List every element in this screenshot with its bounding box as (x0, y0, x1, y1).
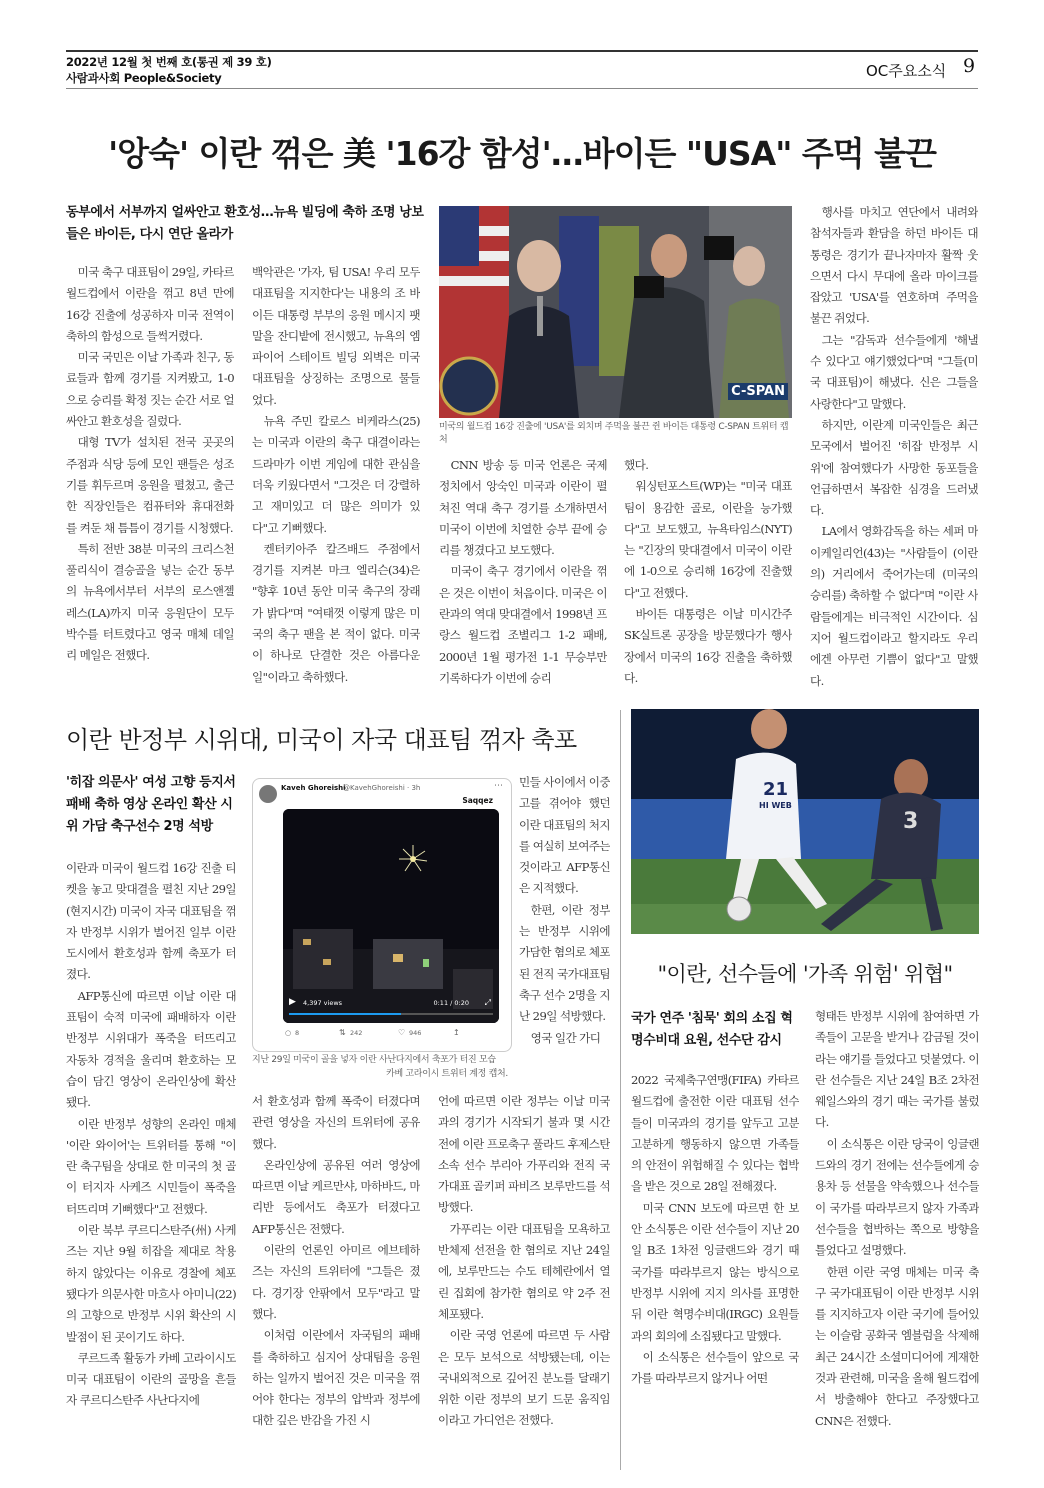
paragraph: 이란의 언론인 아미르 에브테하즈는 자신의 트위터에 "그들은 졌다. 경기장 안팎에서 모두"라고 말했다. (252, 1243, 420, 1321)
tweet-avatar (259, 785, 277, 803)
paragraph: AFP통신에 따르면 이날 이란 대표팀이 숙적 미국에 패배하자 이란 반정부 시위대가 폭죽을 터뜨리고 자동차 경적을 울리며 환호하는 모습이 담긴 영상이 온라인상에 확산됐다. (66, 988, 236, 1110)
paragraph: 이 소식통은 이란 당국이 잉글랜드와의 경기 전에는 선수들에게 승용차 등 선물을 약속했으나 선수들이 국가를 따라부르지 않자 가족과 선수들을 협박하는 쪽으로 방향을 틀었다고 설명했다. (815, 1136, 979, 1258)
tweet-views: 4,397 views (303, 999, 343, 1007)
player-jersey-sponsor: HI WEB (759, 801, 792, 810)
article2-headline: 이란 반정부 시위대, 미국이 자국 대표팀 꺾자 축포 (66, 726, 577, 754)
tweet-video[interactable] (283, 809, 499, 1023)
cspan-badge: C-SPAN (728, 383, 788, 400)
paragraph: 한편, 이란 정부는 반정부 시위에 가담한 혐의로 체포된 전직 국가대표팀 축구 선수 2명을 지난 29일 석방했다. (519, 902, 610, 1024)
paragraph: 켄터키아주 칼즈배드 주점에서 경기를 지켜본 마크 엘리슨(34)은 "향후 10년 동안 미국 축구의 장래가 밝다"며 "여태껏 이렇게 많은 미국의 축구 팬을 본 적이 없다. 미국이 하나로 단결한 것은 아름다운 일"이라고 축하했다. (252, 541, 420, 684)
paragraph: 민들 사이에서 이중고를 겪어야 했던 이란 대표팀의 처지를 여실히 보여주는 것이라고 AFP통신은 지적했다. (519, 775, 610, 896)
tweet-retweets: 242 (350, 1029, 363, 1037)
tweet-retweet-icon[interactable]: ⇅ (339, 1028, 346, 1037)
fullscreen-icon[interactable]: ⤢ (484, 998, 491, 1007)
paragraph: 이란 북부 쿠르디스탄주(州) 사케즈는 지난 9월 히잡을 제대로 착용하지 않았다는 이유로 경찰에 체포됐다가 의문사한 마흐사 아미니(22)의 고향으로 반정부 시위 확산의 시발점이 된 곳이기도 하다. (66, 1223, 236, 1344)
publication-name: 사람과사회 People&Society (66, 71, 222, 85)
article1-headline: '앙숙' 이란 꺾은 美 '16강 함성'…바이든 "USA" 주먹 불끈 (108, 134, 936, 173)
header-rule-bottom (66, 88, 978, 89)
article1-column-5 (810, 202, 978, 690)
article1-subhead: 동부에서 서부까지 얼싸안고 환호성…뉴욕 빌딩에 축하 조명 낭보 들은 바이든, 다시 연단 올라가 (66, 205, 424, 242)
article3-column-1 (631, 1070, 799, 1464)
article1-column-2 (252, 262, 420, 690)
paragraph: 대형 TV가 설치된 전국 곳곳의 주점과 식당 등에 모인 팬들은 성조기를 휘두르며 응원을 펼쳤고, 출근한 직장인들은 컴퓨터와 휴대전화를 켜둔 채 틈틈이 경기를 시청했다. (66, 435, 234, 535)
tweet-caption-right: 카베 고라이시 트위터 계정 캡처. (386, 1069, 508, 1079)
video-progress-bar[interactable] (289, 1013, 493, 1015)
paragraph: 이란 국영 언론에 따르면 두 사람은 모두 보석으로 석방됐는데, 이는 국내외적으로 깊어진 분노를 달래기 위한 이란 정부의 보기 드문 움직임이라고 가디언은 전했다. (438, 1328, 610, 1428)
article2-column-2-top (519, 772, 610, 1072)
biden-photo (439, 206, 792, 418)
paragraph: 이 소식통은 선수들이 앞으로 국가를 따라부르지 않거나 어떤 (631, 1349, 799, 1386)
article3-headline: "이란, 선수들에 '가족 위험' 위협" (657, 962, 953, 986)
paragraph: 가푸리는 이란 대표팀을 모욕하고 반체제 선전을 한 혐의로 지난 24일에, 보루만드는 수도 테헤란에서 열린 집회에 참가한 혐의로 약 2주 전 체포됐다. (438, 1221, 610, 1321)
article3-subhead: 국가 연주 '침묵' 회의 소집 혁명수비대 요원, 선수단 감시 (631, 1011, 793, 1048)
paragraph: 미국 국민은 이날 가족과 친구, 동료들과 함께 경기를 지켜봤고, 1-0으로 승리를 확정 짓는 순간 서로 얼싸안고 환호성을 질렀다. (66, 350, 234, 429)
paragraph: 백악관은 '가자, 팀 USA! 우리 모두 대표팀을 지지한다'는 내용의 조 바이든 대통령 부부의 응원 메시지 팻말을 잔디밭에 전시했고, 뉴욕의 엠파이어 스테이트 빌딩 외벽은 미국 대표팀을 상징하는 조명으로 물들었다. (252, 265, 420, 407)
article2-column-1 (66, 858, 236, 1464)
article2-column-a (252, 1091, 420, 1464)
biden-photo-caption: 미국의 월드컵 16강 진출에 'USA'를 외치며 주먹을 불끈 쥔 바이든 대통령 C-SPAN 트위터 캡처 (439, 422, 789, 445)
paragraph: 그는 "감독과 선수들에게 '해낼 수 있다'고 얘기했었다"며 "그들(미국 대표팀)이 해냈다. 신은 그들을 사랑한다"고 말했다. (810, 332, 978, 411)
player-jersey-number: 21 (763, 779, 789, 800)
article2-column-b (438, 1091, 610, 1464)
article2-subhead: '히잡 의문사' 여성 고향 등지서 패배 축하 영상 온라인 확산 시위 가담 축구선수 2명 석방 (66, 775, 236, 834)
paragraph: 형태든 반정부 시위에 참여하면 가족들이 고문을 받거나 감금될 것이라는 얘기를 들었다고 덧붙였다. 이란 선수들은 지난 24일 B조 2차전 웨일스와의 경기 때는 국가를 불렀다. (815, 1009, 979, 1130)
paragraph: 했다. (624, 458, 649, 472)
tweet-video-time: 0:11 / 0:20 (433, 999, 469, 1007)
paragraph: 쿠르드족 활동가 카베 고라이시도 미국 대표팀이 이란의 골망을 흔들자 쿠르디스탄주 사난다지에 (66, 1350, 236, 1408)
soccer-photo-illustration (631, 709, 979, 934)
tweet-like-icon[interactable]: ♡ (398, 1028, 406, 1037)
tweet-user: Kaveh Ghoreishi (281, 784, 346, 792)
paragraph: 한편 이란 국영 매체는 미국 축구 국가대표팀이 이란 반정부 시위를 지지하고자 이란 국기에 들어있는 이슬람 공화국 엠블럼을 삭제해 최근 24시간 소셜미디어에 게재한 것과 관련해, 미국을 올해 월드컵에서 방출해야 한다고 주장했다고 CNN은 전했다. (815, 1264, 979, 1428)
tweet-caption-left: 지난 29일 미국이 골을 넣자 이란 사난다지에서 축포가 터진 모습 (252, 1055, 496, 1065)
header-rule (66, 50, 978, 52)
paragraph: CNN 방송 등 미국 언론은 국제정치에서 앙숙인 미국과 이란이 펼쳐진 역대 축구 경기를 소개하면서 미국이 이번에 치열한 승부 끝에 승리를 챙겼다고 보도했다. (439, 458, 607, 558)
article1-column-4 (624, 455, 792, 690)
paragraph: LA에서 영화감독을 하는 세퍼 마이케일리언(43)는 "사람들이 (이란의) 거리에서 죽어가는데 (미국의 승리를) 축하할 수 없다"며 "이란 사람들에게는 비극적인 시간이다. 심지어 월드컵이라고 할지라도 우리에겐 아무런 기쁨이 없다"고 말했다. (810, 524, 978, 688)
page-number: 9 (963, 55, 976, 77)
tweet-more-icon[interactable]: ⋯ (494, 781, 503, 791)
tweet-reply-icon[interactable]: ○ (285, 1029, 292, 1037)
section-name: OC주요소식 (866, 62, 947, 80)
paragraph: 뉴욕 주민 칼로스 비케라스(25)는 미국과 이란의 축구 대결이라는 드라마가 이번 게임에 대한 관심을 더욱 키웠다면서 "그것은 더 강렬하고 재미있고 더 많은 의미가 있다"고 기뻐했다. (252, 414, 420, 535)
article-divider (620, 710, 621, 1470)
tweet-embed (252, 778, 512, 1052)
paragraph: 온라인상에 공유된 여러 영상에 따르면 이날 케르만샤, 마하바드, 마리반 등에서도 축포가 터졌다고 AFP통신은 전했다. (252, 1157, 420, 1236)
paragraph: 하지만, 이란계 미국인들은 최근 모국에서 벌어진 '히잡 반정부 시위'에 참여했다가 사망한 동포들을 언급하면서 복잡한 심경을 드러냈다. (810, 417, 978, 518)
paragraph: 2022 국제축구연맹(FIFA) 카타르 월드컵에 출전한 이란 대표팀 선수들이 미국과의 경기를 앞두고 고분고분하게 행동하지 않으면 가족들의 안전이 위험해질 수 있다는 협박을 받은 것으로 28일 전해졌다. (631, 1073, 799, 1194)
paragraph: 특히 전반 38분 미국의 크리스천 풀리식이 결승골을 넣는 순간 동부의 뉴욕에서부터 서부의 로스앤젤레스(LA)까지 미국 응원단이 모두 박수를 터트렸다고 영국 매체 데일리 메일은 전했다. (66, 541, 234, 663)
opponent-jersey-number: 3 (903, 809, 919, 834)
tweet-share-icon[interactable]: ↥ (453, 1028, 460, 1037)
article1-column-3 (439, 455, 607, 690)
play-icon[interactable]: ▶ (289, 997, 296, 1007)
soccer-photo (631, 709, 979, 934)
tweet-likes: 946 (409, 1029, 422, 1037)
tweet-replies: 8 (295, 1029, 300, 1037)
article3-column-2 (815, 1006, 979, 1464)
paragraph: 미국 CNN 보도에 따르면 한 보안 소식통은 이란 선수들이 지난 20일 B조 1차전 잉글랜드와 경기 때 국가를 따라부르지 않는 방식으로 반정부 시위에 지지 의사를 표명한 뒤 이란 혁명수비대(IRGC) 요원들과의 회의에 소집됐다고 말했다. (631, 1200, 799, 1343)
fireworks-video-frame (283, 809, 499, 1023)
article1-column-1 (66, 262, 234, 690)
paragraph: 영국 일간 가디 (530, 1030, 601, 1045)
tweet-handle: @KavehGhoreishi · 3h (343, 784, 421, 792)
paragraph: 미국이 축구 경기에서 이란을 꺾은 것은 이번이 처음이다. 미국은 이란과의 역대 맞대결에서 1998년 프랑스 월드컵 조별리그 1-2 패배, 2000년 1월 평가전 1-1 무승부만 기록하다가 이번에 승리 (439, 564, 607, 685)
paragraph: 이란 반정부 성향의 온라인 매체 '이란 와이어'는 트위터를 통해 "이란 축구팀을 상대로 한 미국의 첫 골이 터지자 사케즈 시민들이 폭죽을 터뜨리며 기뻐했다"고 전했다. (66, 1116, 236, 1216)
tweet-text: Saqqez (462, 796, 493, 805)
paragraph: 행사를 마치고 연단에서 내려와 참석자들과 환담을 하던 바이든 대통령은 경기가 끝나자마자 활짝 웃으면서 다시 무대에 올라 마이크를 잡았고 'USA'를 연호하며 주먹을 불끈 쥐었다. (810, 205, 978, 326)
issue-line: 2022년 12월 첫 번째 호(통권 제 39 호) (66, 55, 272, 69)
paragraph: 워싱턴포스트(WP)는 "미국 대표팀이 용감한 골로, 이란을 능가했다"고 보도했고, 뉴욕타임스(NYT)는 "긴장의 맞대결에서 미국이 이란에 1-0으로 승리해 16강에 진출했다"고 전했다. (624, 479, 792, 600)
video-progress-fill (289, 1013, 401, 1015)
paragraph: 서 환호성과 함께 폭죽이 터졌다며 관련 영상을 자신의 트위터에 공유했다. (252, 1094, 420, 1151)
paragraph: 바이든 대통령은 이날 미시간주 SK실트론 공장을 방문했다가 행사장에서 미국의 16강 진출을 축하했다. (624, 607, 792, 685)
paragraph: 이란과 미국이 월드컵 16강 진출 티켓을 놓고 맞대결을 펼친 지난 29일(현지시간) 미국이 자국 대표팀을 꺾자 반정부 시위가 벌어진 일부 이란 도시에서 환호성과 함께 축포가 터졌다. (66, 861, 236, 982)
paragraph: 이처럼 이란에서 자국팀의 패배를 축하하고 심지어 상대팀을 응원하는 일까지 벌어진 것은 미국을 꺾어야 한다는 정부의 압박과 정부에 대한 깊은 반감을 가진 시 (252, 1328, 420, 1428)
paragraph: 미국 축구 대표팀이 29일, 카타르 월드컵에서 이란을 꺾고 8년 만에 16강 진출에 성공하자 미국 전역이 축하의 함성으로 들썩거렸다. (66, 265, 234, 343)
paragraph: 언에 따르면 이란 정부는 이날 미국과의 경기가 시작되기 불과 몇 시간 전에 이란 프로축구 풀라드 후제스탄 소속 선수 부리아 가푸리와 전직 국가대표 골키퍼 파비즈 보루만드를 석방했다. (438, 1094, 610, 1215)
